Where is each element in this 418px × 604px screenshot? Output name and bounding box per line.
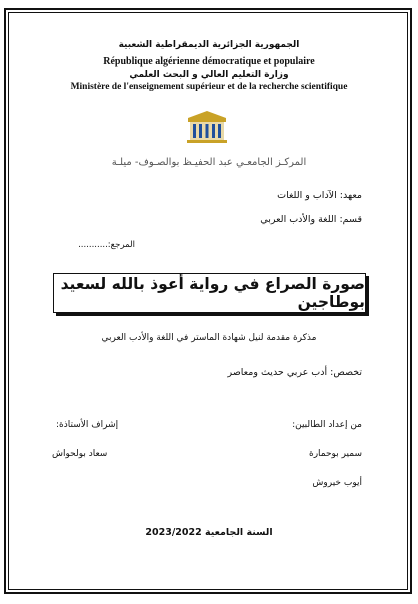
supervisor-label: إشراف الأستاذة: <box>56 420 119 430</box>
university-building-logo-icon <box>186 110 228 144</box>
institute-label: معهد: الآداب و اللغات <box>277 190 362 201</box>
student-name-1: سمير بوحمارة <box>308 449 362 459</box>
student-name-2: أيوب خيروش <box>312 478 362 488</box>
department-label: قسم: اللغة والأدب العربي <box>260 214 362 225</box>
reference-field: المرجع:........... <box>78 240 135 250</box>
memo-description: مذكرة مقدمة لنيل شهادة الماستر في اللغة والأدب العربي <box>101 333 317 343</box>
university-center-name: المركـز الجامعـي عبد الحفيـظ بوالصـوف- ميلـة <box>111 157 307 168</box>
republic-french: République algérienne démocratique et populaire <box>103 56 315 67</box>
ministry-arabic: وزارة التعليم العالي و البحث العلمي <box>129 70 289 80</box>
academic-year: السنة الجامعية 2023/2022 <box>145 527 273 538</box>
supervisor-name: سعاد بولحواش <box>52 449 108 459</box>
thesis-title: صورة الصراع في رواية أعوذ بالله لسعيد بوطاجين <box>60 275 365 311</box>
thesis-title-box <box>53 273 366 313</box>
specialty-label: تخصص: أدب عربي حديث ومعاصر <box>227 367 362 378</box>
ministry-french: Ministère de l'enseignement supérieur et de la recherche scientifique <box>70 82 348 92</box>
republic-arabic: الجمهورية الجزائرية الديمقراطية الشعبية <box>118 40 300 50</box>
students-label: من إعداد الطالبين: <box>292 420 362 430</box>
